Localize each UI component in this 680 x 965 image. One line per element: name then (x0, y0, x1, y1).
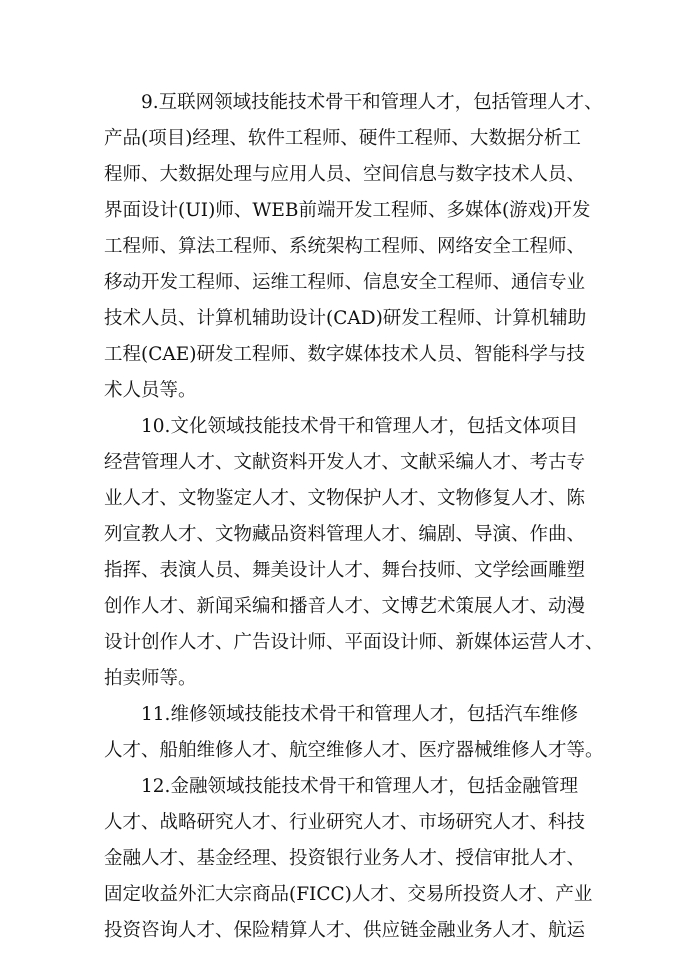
paragraph-9-line-1: 9.互联网领域技能技术骨干和管理人才，包括管理人才、 (141, 92, 603, 113)
paragraph-9-line-6: 移动开发工程师、运维工程师、信息安全工程师、通信专业 (104, 272, 586, 293)
paragraph-9-line-5: 工程师、算法工程师、系统架构工程师、网络安全工程师、 (104, 236, 586, 257)
paragraph-10-line-4: 列宣教人才、文物藏品资料管理人才、编剧、导演、作曲、 (104, 524, 586, 545)
paragraph-12-line-1: 12.金融领域技能技术骨干和管理人才，包括金融管理 (141, 776, 578, 797)
paragraph-10-line-2: 经营管理人才、文献资料开发人才、文献采编人才、考古专 (104, 452, 586, 473)
paragraph-9-line-4: 界面设计(UI)师、WEB前端开发工程师、多媒体(游戏)开发 (104, 200, 591, 221)
paragraph-9-line-3: 程师、大数据处理与应用人员、空间信息与数字技术人员、 (104, 164, 586, 185)
paragraph-10-line-1: 10.文化领域技能技术骨干和管理人才，包括文体项目 (141, 416, 578, 437)
paragraph-12-line-3: 金融人才、基金经理、投资银行业务人才、授信审批人才、 (104, 848, 586, 869)
paragraph-10-line-7: 设计创作人才、广告设计师、平面设计师、新媒体运营人才、 (104, 632, 604, 653)
paragraph-10-line-8: 拍卖师等。 (104, 668, 197, 689)
paragraph-10-line-5: 指挥、表演人员、舞美设计人才、舞台技师、文学绘画雕塑 (104, 560, 586, 581)
paragraph-12-line-5: 投资咨询人才、保险精算人才、供应链金融业务人才、航运 (104, 920, 586, 941)
paragraph-11-line-1: 11.维修领域技能技术骨干和管理人才，包括汽车维修 (141, 704, 578, 725)
paragraph-12-line-4: 固定收益外汇大宗商品(FICC)人才、交易所投资人才、产业 (104, 884, 593, 905)
paragraph-11-line-2: 人才、船舶维修人才、航空维修人才、医疗器械维修人才等。 (104, 740, 604, 761)
paragraph-9-line-9: 术人员等。 (104, 380, 197, 401)
paragraph-12-line-2: 人才、战略研究人才、行业研究人才、市场研究人才、科技 (104, 812, 586, 833)
paragraph-10-line-6: 创作人才、新闻采编和播音人才、文博艺术策展人才、动漫 (104, 596, 586, 617)
paragraph-9-line-8: 工程(CAE)研发工程师、数字媒体技术人员、智能科学与技 (104, 344, 585, 365)
paragraph-9-line-2: 产品(项目)经理、软件工程师、硬件工程师、大数据分析工 (104, 128, 581, 149)
paragraph-10-line-3: 业人才、文物鉴定人才、文物保护人才、文物修复人才、陈 (104, 488, 586, 509)
paragraph-9-line-7: 技术人员、计算机辅助设计(CAD)研发工程师、计算机辅助 (104, 308, 587, 329)
